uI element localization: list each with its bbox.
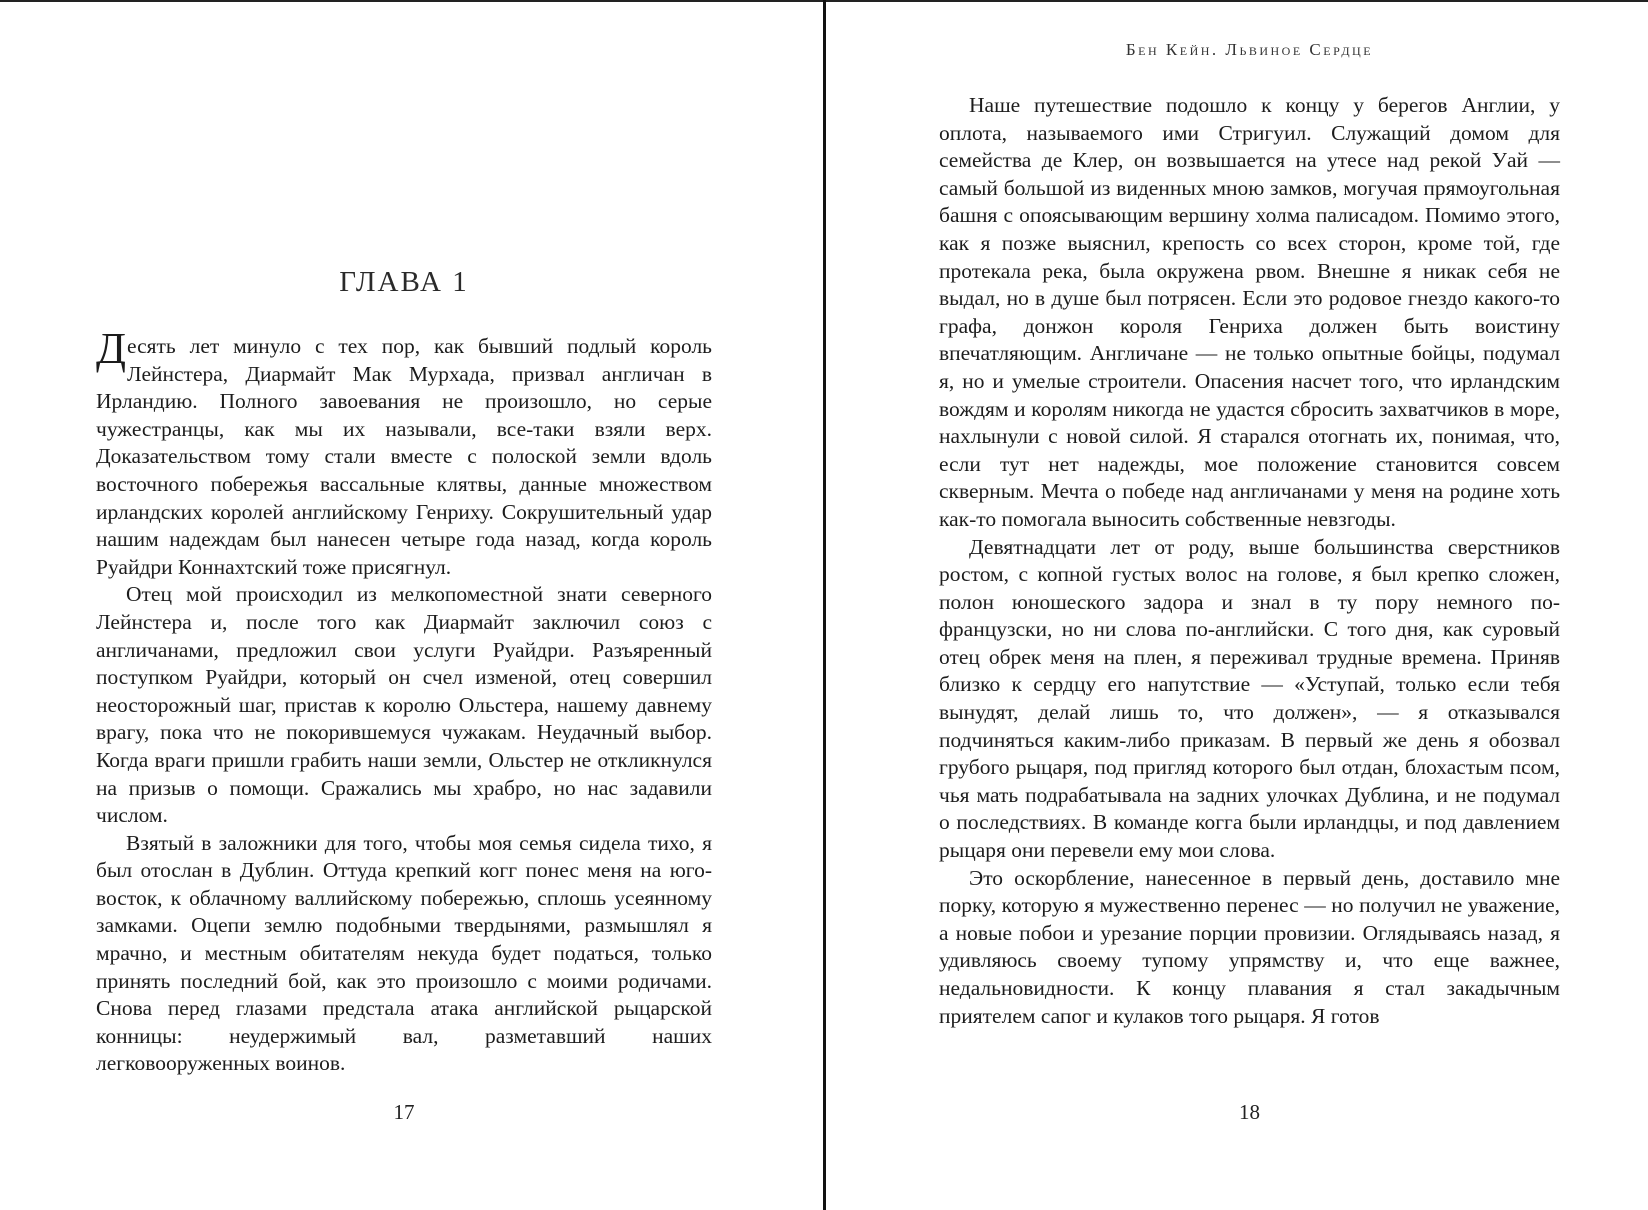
left-page-text [96, 324, 712, 1078]
right-page-text [939, 92, 1560, 1030]
paragraph: Наше путешествие подошло к концу у берегов Англии, у оплота, называемого ими Стригуил. Служащий домом для семейства де Клер, он возвышается на утесе над рекой Уай — самый большой из виденных мною замков, могучая прямоугольная башня с опоясывающим вершину холма палисадом. Помимо этого, как я позже выяснил, крепость со всех сторон, кроме той, где протекала река, была окружена рвом. Внешне я никак себя не выдал, но в душе был потрясен. Если это родовое гнездо какого-то графа, донжон короля Генриха должен быть воистину впечатляющим. Англичане — не только опытные бойцы, подумал я, но и умелые строители. Опасения насчет того, что ирландским вождям и королям никогда не удастся сбросить захватчиков в море, нахлынули с новой силой. Я старался отогнать их, понимая, что, если тут нет надежды, мое положение становится совсем скверным. Мечта о победе над англичанами у меня на родине хоть как-то помогала выносить собственные невзгоды. [939, 93, 1560, 531]
page-number-right: 18 [1239, 1100, 1260, 1124]
left-page [0, 0, 823, 1210]
paragraph: Девятнадцати лет от роду, выше большинства сверстников ростом, с копной густых волос на голове, я был крепко сложен, полон юношеского задора и знал в ту пору немного по-французски, но ни слова по-английски. С того дня, как суровый отец обрек меня на плен, я переживал трудные времена. Приняв близко к сердцу его напутствие — «Уступай, только если тебя вынудят, делай лишь то, что должен», — я отказывался подчиняться каким-либо приказам. В первый же день я обозвал грубого рыцаря, под пригляд которого был отдан, блохастым псом, чья мать подрабатывала на задних улочках Дублина, и не подумал о последствиях. В команде когга были ирландцы, и под давлением рыцаря они перевели ему мои слова. [939, 534, 1560, 863]
paragraph: Десять лет минуло с тех пор, как бывший подлый король Лейнстера, Диармайт Мак Мурхада, призвал англичан в Ирландию. Полного завоевания не произошло, но серые чужестранцы, как мы их называли, все-таки взяли верх. Доказательством тому стали вместе с полоской земли вдоль восточного побережья вассальные клятвы, данные множеством ирландских королей английскому Генриху. Сокрушительный удар нашим надеждам был нанесен четыре года назад, когда король Руайдри Коннахтский тоже присягнул. [96, 324, 712, 579]
drop-cap: Д [96, 324, 127, 373]
paragraph: Взятый в заложники для того, чтобы моя семья сидела тихо, я был отослан в Дублин. Оттуда крепкий когг понес меня на юго-восток, к облачному валлийскому побережью, сплошь усеянному замками. Оцепи землю подобными твердынями, размышлял я мрачно, и местным обитателям некуда будет податься, только принять последний бой, как это произошло с моими родичами. Снова перед глазами предстала атака английской рыцарской конницы: неудержимый вал, разметавший наших легковооруженных воинов. [96, 830, 712, 1076]
running-head: Бен Кейн. Львиное Сердце [1125, 40, 1374, 59]
page-number-left: 17 [393, 1100, 415, 1124]
paragraph: Отец мой происходил из мелкопоместной знати северного Лейнстера и, после того как Диармайт заключил союз с англичанами, предложил свои услуги Руайдри. Разъяренный поступком Руайдри, который он счел изменой, отец совершил неосторожный шаг, пристав к королю Ольстера, нашему давнему врагу, пока что не покорившемуся чужакам. Неудачный выбор. Когда враги пришли грабить наши земли, Ольстер не откликнулся на призыв о помощи. Сражались мы храбро, но нас задавили числом. [96, 582, 712, 828]
paragraph: Это оскорбление, нанесенное в первый день, доставило мне порку, которую я мужественно перенес — но получил не уважение, а новые побои и урезание порции провизии. Оглядываясь назад, я удивляюсь своему тупому упрямству и, что еще важнее, недальновидности. К концу плавания я стал закадычным приятелем сапог и кулаков того рыцаря. Я готов [939, 865, 1560, 1028]
right-page [826, 0, 1648, 1210]
chapter-title: ГЛАВА 1 [339, 266, 469, 298]
